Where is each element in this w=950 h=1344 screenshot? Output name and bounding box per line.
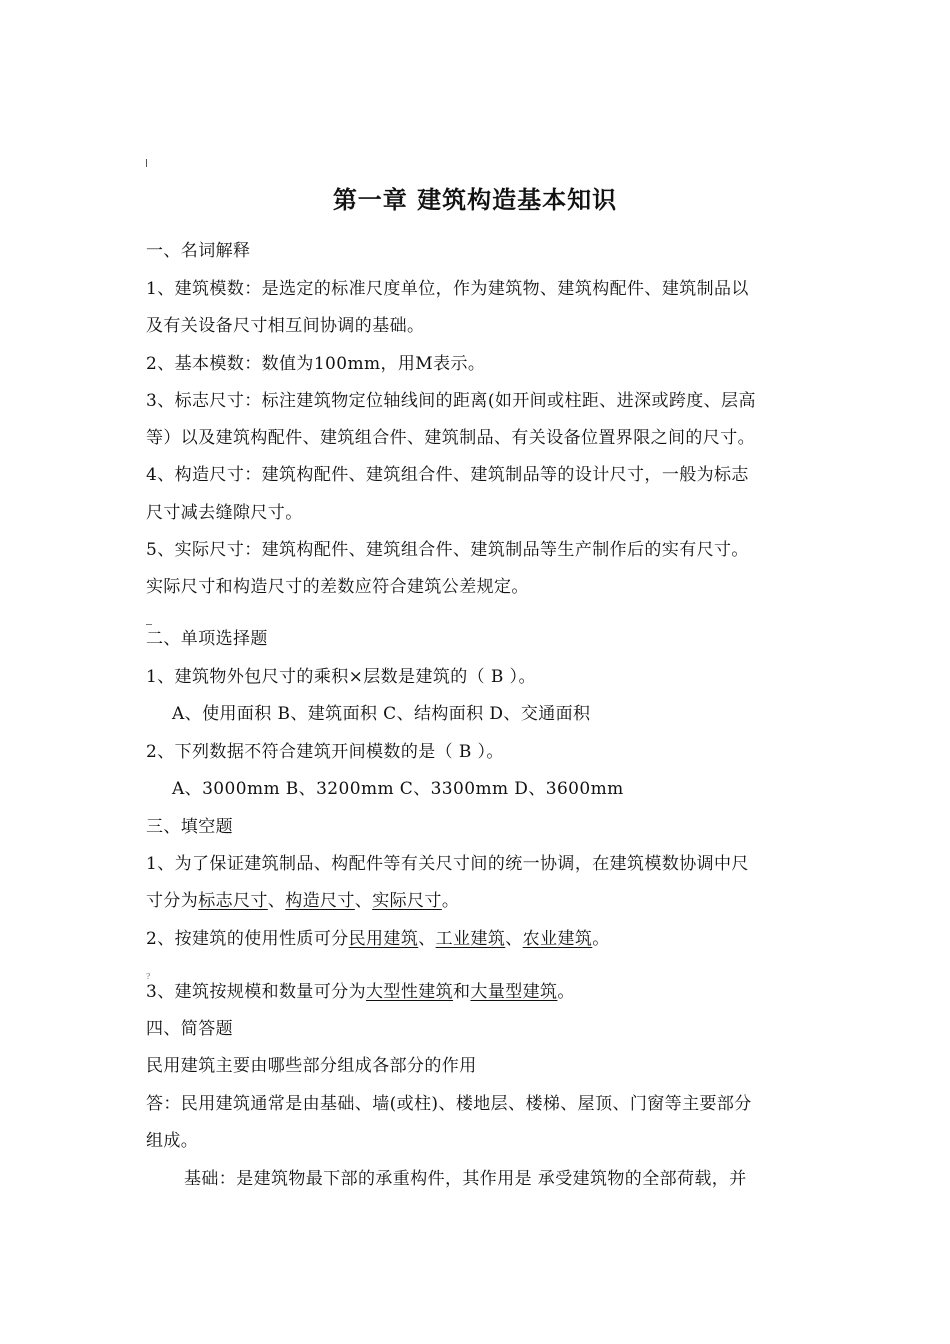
stray-mark: ?: [146, 972, 151, 981]
fill-answer: 大型性建筑: [366, 982, 454, 1002]
definition-1-line1: 1、建筑模数：是选定的标准尺度单位，作为建筑物、建筑构配件、建筑制品以: [146, 279, 749, 299]
fill-answer: 大量型建筑: [470, 982, 558, 1002]
chapter-title: 第一章 建筑构造基本知识: [332, 185, 618, 214]
fill-text: 。: [441, 891, 460, 911]
fill-answer: 工业建筑: [435, 929, 506, 949]
fill-text: 寸分为: [146, 891, 199, 911]
fill-text: 、: [267, 891, 286, 911]
fill-answer: 农业建筑: [522, 929, 593, 949]
definition-5-line2: 实际尺寸和构造尺寸的差数应符合建筑公差规定。: [146, 577, 529, 597]
fill-answer: 实际尺寸: [372, 891, 442, 911]
choice-question-1-options: A、使用面积 B、建筑面积 C、结构面积 D、交通面积: [172, 704, 591, 724]
margin-mark: [146, 159, 147, 167]
fill-text: 。: [592, 929, 610, 949]
section-heading-fill-in: 三、填空题: [146, 817, 233, 837]
section-heading-short-answer: 四、简答题: [146, 1019, 233, 1039]
section-heading-single-choice: 二、单项选择题: [146, 629, 268, 649]
fill-text: 和: [453, 982, 471, 1002]
short-answer-question: 民用建筑主要由哪些部分组成各部分的作用: [146, 1056, 477, 1076]
fill-text: 、: [354, 891, 373, 911]
fill-question-2: [146, 926, 610, 952]
fill-question-3: [146, 979, 575, 1005]
definition-5-line1: 5、实际尺寸：建筑构配件、建筑组合件、建筑制品等生产制作后的实有尺寸。: [146, 540, 749, 560]
fill-text: 、: [505, 929, 523, 949]
choice-question-2: 2、下列数据不符合建筑开间模数的是（ B ）。: [146, 742, 504, 762]
definition-4-line2: 尺寸减去缝隙尺寸。: [146, 503, 303, 523]
definition-3-line2: 等）以及建筑构配件、建筑组合件、建筑制品、有关设备位置界限之间的尺寸。: [146, 428, 755, 448]
fill-answer: 标志尺寸: [198, 891, 268, 911]
choice-question-1: 1、建筑物外包尺寸的乘积×层数是建筑的（ B ）。: [146, 667, 536, 687]
fill-text: 、: [418, 929, 436, 949]
definition-2: 2、基本模数：数值为100mm，用M表示。: [146, 354, 486, 374]
answer-line1: 答：民用建筑通常是由基础、墙(或柱)、楼地层、楼梯、屋顶、门窗等主要部分: [146, 1094, 752, 1114]
definition-4-line1: 4、构造尺寸：建筑构配件、建筑组合件、建筑制品等的设计尺寸，一般为标志: [146, 465, 749, 485]
fill-text: 3、建筑按规模和数量可分为: [146, 982, 367, 1002]
margin-mark: [146, 624, 152, 625]
answer-line2: 组成。: [146, 1131, 199, 1151]
choice-question-2-options: A、3000mm B、3200mm C、3300mm D、3600mm: [172, 779, 624, 799]
definition-3-line1: 3、标志尺寸：标注建筑物定位轴线间的距离(如开间或柱距、进深或跨度、层高: [146, 391, 756, 411]
definition-1-line2: 及有关设备尺寸相互间协调的基础。: [146, 316, 425, 336]
fill-question-1-line2: [146, 888, 459, 914]
section-heading-definitions: 一、名词解释: [146, 241, 251, 261]
fill-question-1-line1: 1、为了保证建筑制品、构配件等有关尺寸间的统一协调，在建筑模数协调中尺: [146, 854, 749, 874]
fill-answer: 民用建筑: [348, 929, 419, 949]
fill-text: 。: [557, 982, 575, 1002]
fill-text: 2、按建筑的使用性质可分: [146, 929, 349, 949]
answer-line3: 基础：是建筑物最下部的承重构件，其作用是 承受建筑物的全部荷载，并: [184, 1169, 747, 1189]
fill-answer: 构造尺寸: [285, 891, 355, 911]
